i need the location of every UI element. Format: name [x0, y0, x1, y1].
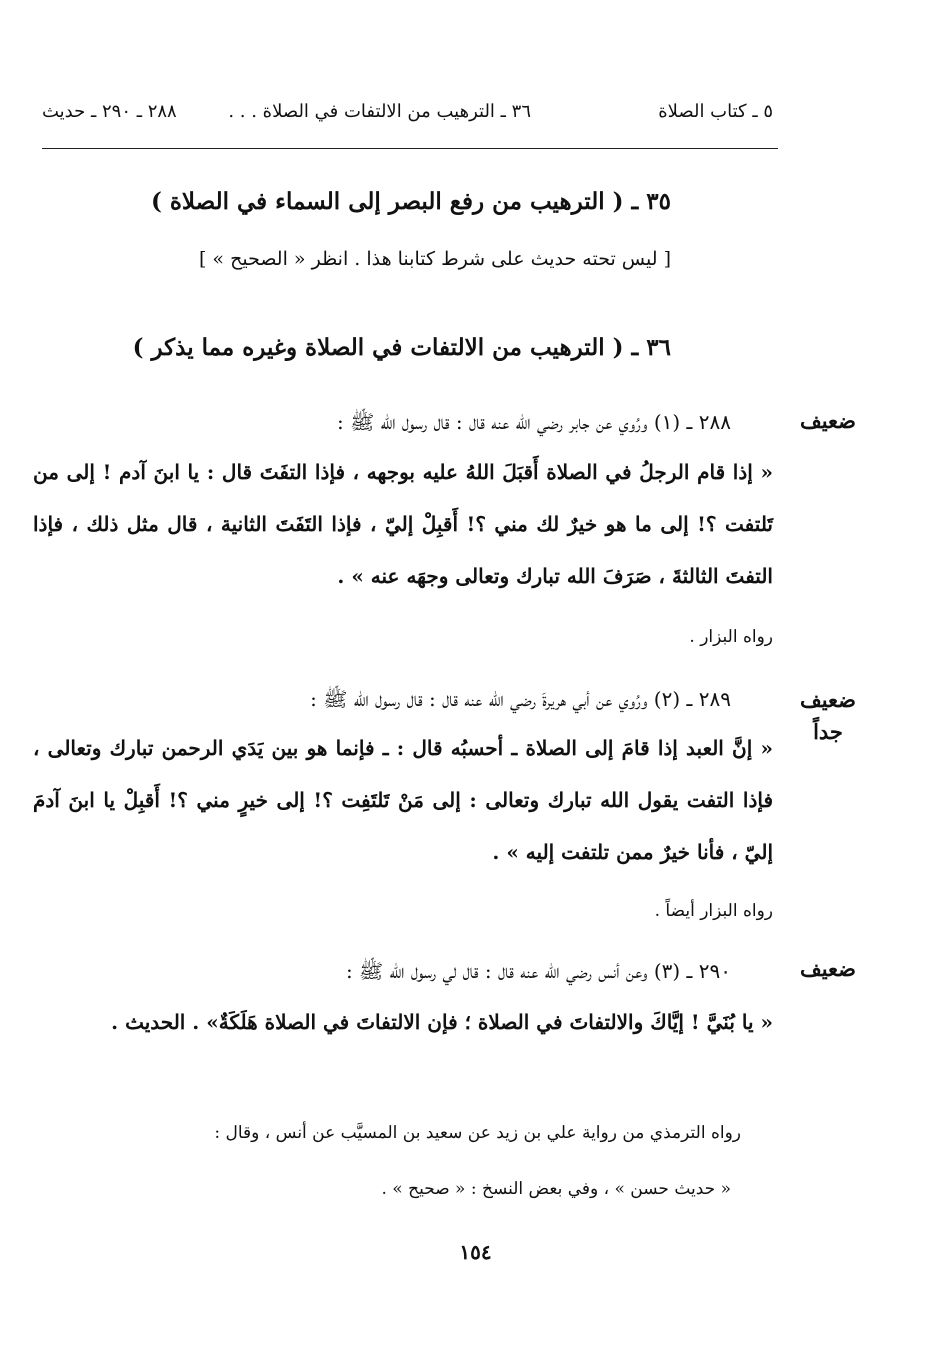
header-chapter: ٥ ـ كتاب الصلاة	[658, 101, 773, 122]
page-number: ١٥٤	[459, 1240, 492, 1264]
header-section: ٣٦ ـ الترهيب من الالتفات في الصلاة . . .	[228, 101, 531, 122]
header-hadith-range: ٢٨٨ ـ ٢٩٠ ـ حديث	[42, 101, 177, 122]
hadith-288-text: « إذا قام الرجلُ في الصلاة أَقبَلَ اللهُ عليه بوجهه ، فإذا التفَتَ قال : يا ابنَ آدم ! إلى من تَلتفت ؟! إلى ما هو خيرٌ لك مني ؟! أَقبِلْ إليّ ، فإذا التَفَتَ الثانية ، قال مثل ذلك ، فإذا التفتَ الثالثةَ ، صَرَفَ الله تبارك وتعالى وجهَه عنه » .	[33, 460, 773, 588]
hadith-290-source-continued: « حديث حسن » ، وفي بعض النسخ : « صحيح » .	[381, 1179, 731, 1199]
hadith-290-intro: ٢٩٠ ـ (٣) وعن أنس رضي الله عنه قال : قال لي رسول الله ﷺ :	[345, 959, 731, 983]
hadith-290-grade: ضعيف	[799, 956, 857, 981]
section-36-title: ٣٦ ـ ( الترهيب من الالتفات في الصلاة وغيره مما يذكر )	[132, 334, 671, 361]
hadith-289-intro: ٢٨٩ ـ (٢) ورُوي عن أبي هريرةَ رضي الله عنه قال : قال رسول الله ﷺ :	[310, 687, 731, 711]
hadith-288-intro: ٢٨٨ ـ (١) ورُوي عن جابر رضي الله عنه قال : قال رسول الله ﷺ :	[337, 410, 731, 434]
header-divider	[42, 148, 778, 149]
hadith-288-grade: ضعيف	[799, 408, 857, 433]
section-35-note: [ ليس تحته حديث على شرط كتابنا هذا . انظر « الصحيح » ]	[198, 248, 671, 270]
hadith-289-source: رواه البزار أيضاً .	[654, 901, 773, 921]
section-35-title: ٣٥ ـ ( الترهيب من رفع البصر إلى السماء في الصلاة )	[150, 188, 671, 215]
hadith-290-source: رواه الترمذي من رواية علي بن زيد عن سعيد بن المسيَّب عن أنس ، وقال :	[214, 1123, 741, 1143]
hadith-290-text: « يا بُنَيَّ ! إيَّاكَ والالتفاتَ في الصلاة ؛ فإن الالتفاتَ في الصلاة هَلَكَةٌ» . الحديث .	[111, 1010, 773, 1034]
hadith-288-source: رواه البزار .	[689, 627, 773, 647]
hadith-289-text: « إنَّ العبد إذا قامَ إلى الصلاة ـ أحسبُه قال : ـ فإنما هو بين يَدَي الرحمن تبارك وتعالى ، فإذا التفت يقول الله تبارك وتعالى : إلى مَنْ تَلتَفِت ؟! إلى خيرٍ مني ؟! أَقبِلْ يا ابنَ آدمَ إليّ ، فأنا خيرٌ ممن تلتفت إليه » .	[33, 736, 773, 864]
hadith-289-grade: ضعيف جداً	[799, 687, 857, 744]
